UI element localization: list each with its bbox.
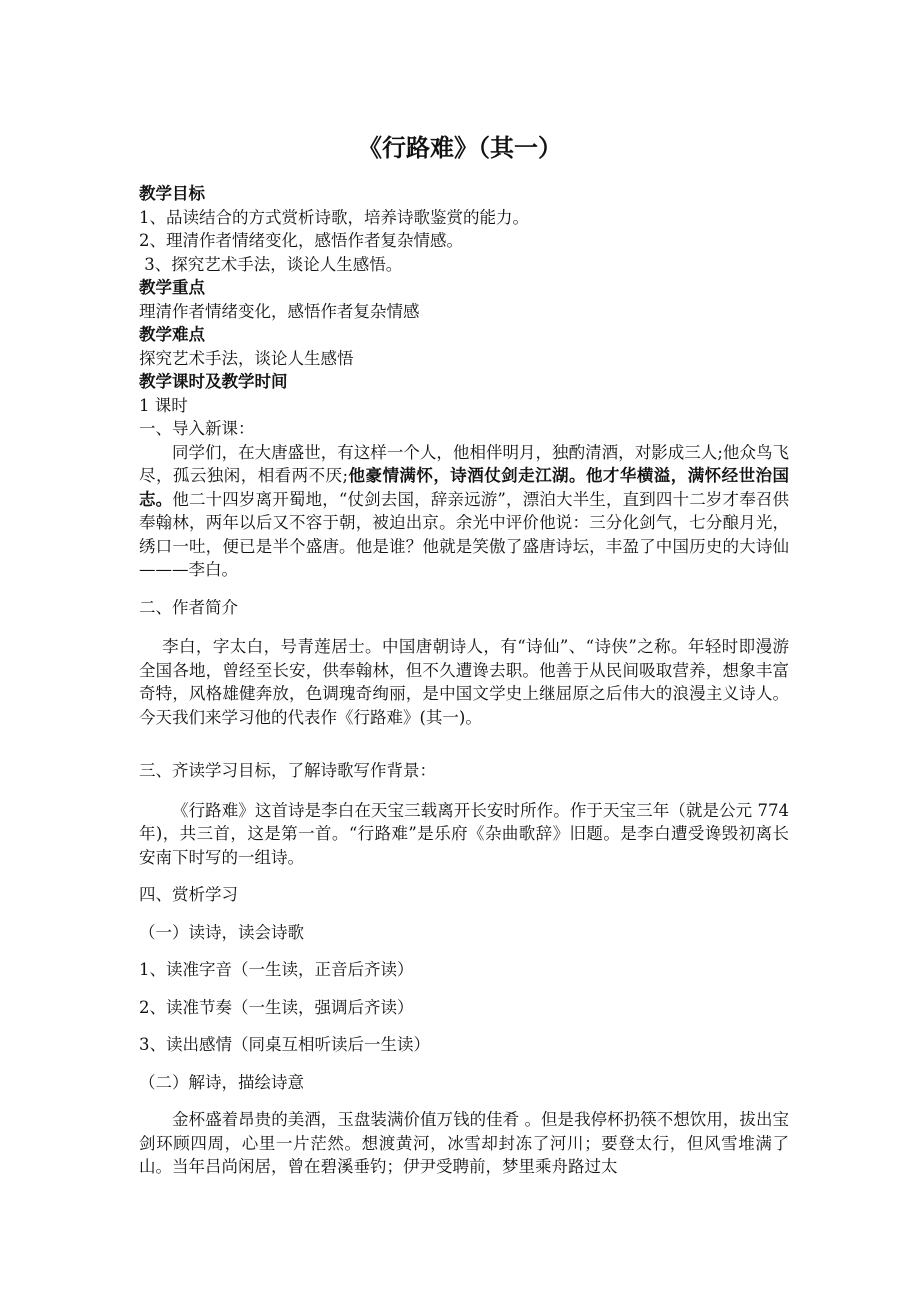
subsection-heading-interpret: （二）解诗，描绘诗意 xyxy=(139,1072,304,1092)
objective-item: 1、品读结合的方式赏析诗歌，培养诗歌鉴赏的能力。 xyxy=(139,207,529,227)
section-heading-appreciation: 四、赏析学习 xyxy=(139,885,238,904)
schedule-heading: 教学课时及教学时间 xyxy=(139,372,288,391)
schedule-text: 1 课时 xyxy=(139,395,188,415)
page-title: 《行路难》（其一） xyxy=(358,133,562,162)
intro-text-bold: 他豪情满怀，诗酒仗剑走江湖。他才华横溢，满怀经世治国志。 xyxy=(139,466,790,509)
background-paragraph: 《行路难》这首诗是李白在天宝三载离开长安时所作。作于天宝三年（就是公元 774 年)，共三首，这是第一首。“行路难”是乐府《杂曲歌辞》旧题。是李白遭受谗毁初离长安南下时写的一组诗。 xyxy=(139,800,789,867)
key-point-text: 理清作者情绪变化，感悟作者复杂情感 xyxy=(139,301,420,321)
reading-step: 2、读准节奏（一生读，强调后齐读） xyxy=(139,997,414,1017)
objective-item: 3、探究艺术手法，谈论人生感悟。 xyxy=(139,254,403,274)
author-paragraph: 李白，字太白，号青莲居士。中国唐朝诗人，有“诗仙”、“诗侠”之称。年轻时即漫游全国各地，曾经至长安，供奉翰林，但不久遭谗去职。他善于从民间吸取营养，想象丰富奇特，风格雄健奔放，色调瑰奇绚丽，是中国文学史上继屈原之后伟大的浪漫主义诗人。今天我们来学习他的代表作《行路难》(其一)。 xyxy=(139,637,789,727)
reading-step: 1、读准字音（一生读，正音后齐读） xyxy=(139,960,414,979)
intro-text-a: 同学们，在大唐盛世，有这样一个人，他相伴明月，独酌清酒，对影成三人;他众鸟飞尽，孤云独闲，相看两不厌; xyxy=(139,442,789,485)
section-heading-background: 三、齐读学习目标，了解诗歌写作背景： xyxy=(139,761,436,780)
key-point-heading: 教学重点 xyxy=(139,278,205,297)
document-body xyxy=(139,182,789,1179)
intro-paragraph xyxy=(139,441,789,582)
section-heading-author: 二、作者简介 xyxy=(139,597,238,617)
intro-text-b: 他二十四岁离开蜀地，“仗剑去国，辞亲远游”，漂泊大半生，直到四十二岁才奉召供奉翰林，两年以后又不容于朝，被迫出京。余光中评价他说：三分化剑气，七分酿月光，绣口一吐，便已是半个盛唐。他是谁？他就是笑傲了盛唐诗坛，丰盈了中国历史的大诗仙———李白。 xyxy=(139,489,790,579)
difficulty-heading: 教学难点 xyxy=(139,325,205,344)
reading-step: 3、读出感情（同桌互相听读后一生读） xyxy=(139,1035,430,1054)
interpretation-paragraph: 金杯盛着昂贵的美酒，玉盘装满价值万钱的佳肴 。但是我停杯扔筷不想饮用，拔出宝剑环顾四周，心里一片茫然。想渡黄河，冰雪却封冻了河川；要登太行，但风雪堆满了山。当年吕尚闲居，曾在碧溪垂钓；伊尹受聘前，梦里乘舟路过太 xyxy=(139,1110,789,1176)
objective-item: 2、理清作者情绪变化，感悟作者复杂情感。 xyxy=(139,231,463,250)
objectives-heading: 教学目标 xyxy=(139,184,205,203)
section-heading-intro: 一、导入新课： xyxy=(139,419,255,438)
difficulty-text: 探究艺术手法，谈论人生感悟 xyxy=(139,348,354,368)
subsection-heading-read: （一）读诗，读会诗歌 xyxy=(139,922,304,942)
